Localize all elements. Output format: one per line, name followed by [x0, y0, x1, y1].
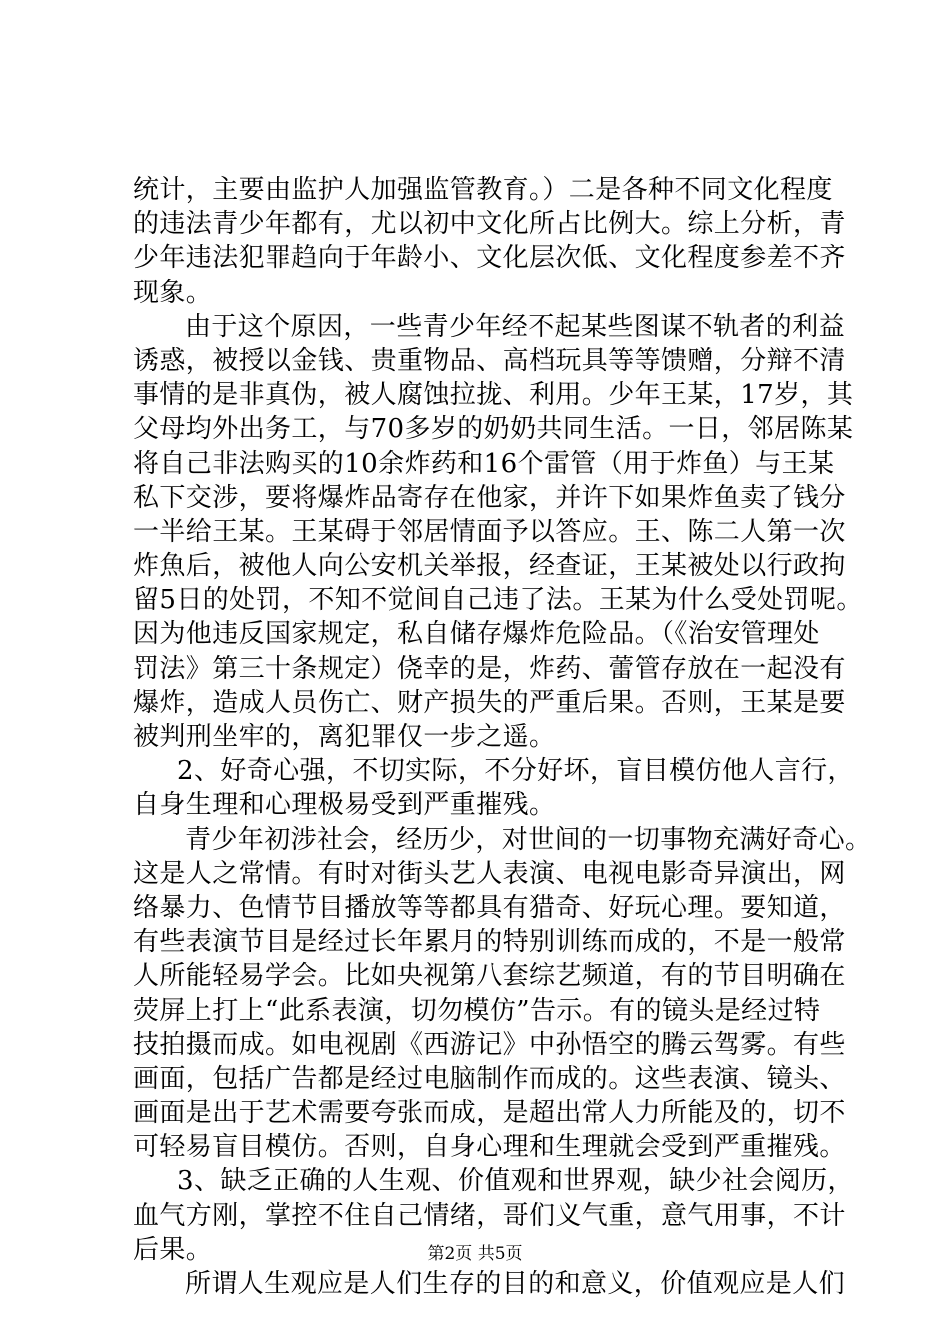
text-line: 可轻易盲目模仿。否则，自身心理和生理就会受到严重摧残。	[133, 1132, 846, 1163]
text-line: 一半给王某。王某碍于邻居情面予以答应。王、陈二人第一次	[133, 516, 846, 547]
text-line: 血气方刚，掌控不住自己情绪，哥们义气重，意气用事，不计	[133, 1200, 846, 1231]
text-line: 画面，包括广告都是经过电脑制作而成的。这些表演、镜头、	[133, 1063, 846, 1094]
text-line: 的违法青少年都有，尤以初中文化所占比例大。综上分析，青	[133, 209, 846, 240]
text-line: 自身生理和心理极易受到严重摧残。	[133, 790, 556, 821]
text-line: 父母均外出务工，与70多岁的奶奶共同生活。一日，邻居陈某	[133, 414, 854, 445]
text-line: 3、缺乏正确的人生观、价值观和世界观，缺少社会阅历，	[177, 1166, 854, 1197]
body-text	[133, 173, 872, 1301]
text-line: 这是人之常情。有时对街头艺人表演、电视电影奇异演出，网	[133, 858, 846, 889]
text-line: 统计，主要由监护人加强监管教育。）二是各种不同文化程度	[133, 175, 833, 205]
text-line: 炸魚后，被他人向公安机关举报，经查证，王某被处以行政拘	[133, 551, 846, 582]
text-line: 所谓人生观应是人们生存的目的和意义，价值观应是人们	[185, 1269, 846, 1299]
text-line: 事情的是非真伪，被人腐蚀拉拢、利用。少年王某，17岁，其	[133, 380, 854, 411]
text-line: 被判刑坐牢的，离犯罪仅一步之遥。	[133, 722, 556, 752]
text-line: 技拍摄而成。如电视剧《西游记》中孙悟空的腾云驾雾。有些	[133, 1029, 846, 1060]
text-line: 由于这个原因，一些青少年经不起某些图谋不轨者的利益	[185, 311, 846, 342]
page-footer: 第2页 共5页	[427, 1244, 523, 1264]
text-line: 荧屏上打上“此系表演，切勿模仿”告示。有的镜头是经过特	[133, 995, 821, 1026]
text-line: 将自己非法购买的10余炸药和16个雷管（用于炸鱼）与王某	[133, 448, 835, 479]
text-line: 后果。	[133, 1234, 213, 1265]
text-line: 爆炸，造成人员伤亡、财产损失的严重后果。否则，王某是要	[133, 687, 846, 718]
text-line: 画面是出于艺术需要夸张而成，是超出常人力所能及的，切不	[133, 1098, 846, 1129]
text-line: 因为他违反国家规定，私自储存爆炸危险品。（《治安管理处	[133, 619, 820, 650]
text-line: 留5日的处罚，不知不觉间自己违了法。王某为什么受处罚呢。	[133, 585, 863, 616]
text-line: 现象。	[133, 277, 213, 308]
text-line: 罚法》第三十条规定）侥幸的是，炸药、蕾管存放在一起没有	[133, 653, 846, 684]
text-line: 诱惑，被授以金钱、贵重物品、高档玩具等等馈赠，分辩不清	[133, 345, 846, 376]
text-line: 络暴力、色情节目播放等等都具有猎奇、好玩心理。要知道，	[133, 892, 846, 923]
text-line: 有些表演节目是经过长年累月的特别训练而成的，不是一般常	[133, 927, 846, 958]
text-line: 少年违法犯罪趋向于年龄小、文化层次低、文化程度参差不齐	[133, 243, 846, 274]
text-line: 青少年初涉社会，经历少，对世间的一切事物充满好奇心。	[185, 824, 872, 855]
text-line: 人所能轻易学会。比如央视第八套综艺频道，有的节目明确在	[133, 961, 846, 992]
text-line: 2、好奇心强，不切实际，不分好坏，盲目模仿他人言行，	[177, 756, 854, 787]
text-line: 私下交涉，要将爆炸品寄存在他家，并许下如果炸鱼卖了钱分	[133, 482, 846, 513]
